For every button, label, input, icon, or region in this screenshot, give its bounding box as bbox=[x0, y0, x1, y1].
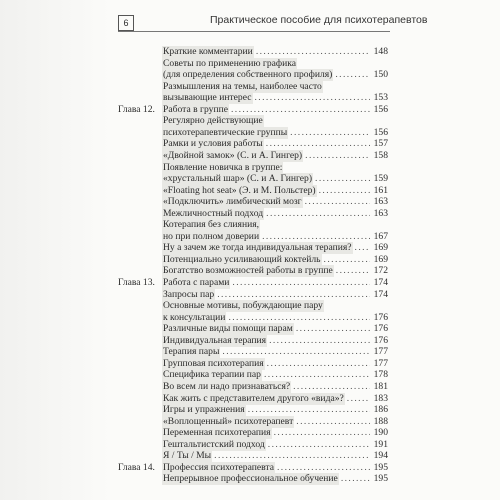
toc-entry-title: Появление новичка в группе: bbox=[163, 161, 283, 173]
toc-entry[interactable] bbox=[162, 404, 388, 416]
toc-leader-dots bbox=[290, 127, 370, 139]
toc-leader-dots bbox=[319, 185, 370, 197]
toc-page-number: 194 bbox=[373, 450, 388, 462]
toc-page-number: 183 bbox=[373, 392, 388, 404]
toc-page-number: 186 bbox=[373, 404, 388, 416]
toc-leader-dots bbox=[335, 69, 370, 81]
toc-leader-dots bbox=[293, 381, 370, 393]
toc-page-number: 153 bbox=[373, 92, 388, 104]
toc-leader-dots bbox=[222, 346, 370, 358]
toc-leader-dots bbox=[262, 231, 370, 243]
toc-leader-dots bbox=[232, 277, 370, 289]
toc-entry-title: Профессия психотерапевта bbox=[163, 461, 274, 473]
toc-entry[interactable] bbox=[162, 104, 388, 116]
toc-page-number: 163 bbox=[373, 207, 388, 219]
toc-entry-title: Во всем ли надо признаваться? bbox=[163, 380, 291, 392]
toc-entry-title: Межличностный подход bbox=[163, 207, 264, 219]
toc-page-number: 163 bbox=[373, 196, 388, 208]
toc-page-number: 148 bbox=[373, 46, 388, 57]
toc-entry[interactable] bbox=[162, 92, 388, 104]
toc-leader-dots bbox=[277, 462, 370, 474]
toc-leader-dots bbox=[296, 416, 370, 428]
toc-entry[interactable] bbox=[162, 439, 388, 451]
toc-entry[interactable] bbox=[162, 450, 388, 462]
toc-leader-dots bbox=[248, 404, 370, 416]
toc-leader-dots bbox=[336, 265, 370, 277]
toc-page-number: 176 bbox=[373, 311, 388, 323]
toc-entry[interactable] bbox=[162, 127, 388, 139]
toc-entry-title: Котерапия без слияния, bbox=[163, 219, 260, 231]
toc-page-number: 195 bbox=[373, 461, 388, 473]
toc-leader-dots bbox=[214, 450, 370, 462]
toc-entry-title: Работа с парами bbox=[163, 277, 230, 288]
toc-entry[interactable] bbox=[162, 393, 388, 405]
toc-leader-dots bbox=[305, 196, 370, 208]
toc-page-number: 169 bbox=[373, 242, 388, 254]
toc-chapter-label: Глава 13. bbox=[118, 277, 155, 288]
toc-entry-title: Игры и упражнения bbox=[163, 404, 245, 416]
toc-entry-title: к консультации bbox=[163, 311, 226, 323]
toc-entry[interactable] bbox=[162, 335, 388, 347]
toc-entry-title: Специфика терапии пар bbox=[163, 369, 261, 381]
toc-entry[interactable] bbox=[162, 323, 388, 335]
toc-page-number: 181 bbox=[373, 380, 388, 392]
running-header-title: Практическое пособие для психотерапевтов bbox=[210, 14, 428, 26]
toc-entry[interactable] bbox=[162, 300, 388, 312]
toc-leader-dots bbox=[255, 92, 371, 104]
toc-entry-title: Работа в группе bbox=[163, 103, 228, 115]
toc-entry-title: Ну а зачем же тогда индивидуальная терапия? bbox=[163, 242, 352, 254]
toc-entry-title: психотерапевтические группы bbox=[163, 126, 288, 138]
toc-entry-title: Рамки и условия работы bbox=[163, 138, 263, 150]
toc-entry-title: (для определения собственного профиля) bbox=[163, 69, 333, 81]
toc-entry[interactable] bbox=[162, 81, 388, 93]
toc-leader-dots bbox=[324, 254, 370, 266]
toc-entry-title: Терапия пары bbox=[163, 346, 220, 358]
toc-leader-dots bbox=[267, 358, 370, 370]
toc-entry-title: Краткие комментарии bbox=[163, 46, 253, 57]
toc-leader-dots bbox=[256, 46, 370, 58]
toc-page-number: 157 bbox=[373, 138, 388, 150]
toc-entry[interactable] bbox=[162, 208, 388, 220]
toc-page-number: 159 bbox=[373, 173, 388, 185]
toc-entry[interactable] bbox=[162, 231, 388, 243]
toc-leader-dots bbox=[228, 312, 370, 324]
toc-entry[interactable] bbox=[162, 242, 388, 254]
toc-leader-dots bbox=[268, 439, 370, 451]
toc-entry[interactable] bbox=[162, 58, 388, 70]
toc-page-number: 167 bbox=[373, 230, 388, 242]
toc-entry[interactable] bbox=[162, 427, 388, 439]
toc-entry[interactable] bbox=[162, 150, 388, 162]
toc-entry[interactable] bbox=[162, 185, 388, 197]
toc-page-number: 172 bbox=[373, 265, 388, 277]
toc-leader-dots bbox=[266, 208, 370, 220]
toc-page-number: 158 bbox=[373, 149, 388, 161]
toc-chapter-label: Глава 14. bbox=[118, 461, 155, 473]
toc-leader-dots bbox=[274, 427, 370, 439]
toc-entry[interactable] bbox=[162, 312, 388, 324]
toc-entry-title: Непрерывное профессиональное обучение bbox=[163, 473, 338, 485]
toc-entry-title: но при полном доверии bbox=[163, 230, 260, 242]
toc-entry-title: Советы по применению графика bbox=[163, 57, 297, 69]
toc-entry[interactable] bbox=[162, 46, 388, 58]
toc-entry-title: «Подключить» лимбический мозг bbox=[163, 196, 302, 208]
toc-entry[interactable] bbox=[162, 369, 388, 381]
toc-entry[interactable] bbox=[162, 265, 388, 277]
toc-entry[interactable] bbox=[162, 219, 388, 231]
toc-entry[interactable] bbox=[162, 173, 388, 185]
toc-entry-title: Я / Ты / Мы bbox=[163, 450, 212, 462]
toc-page-number: 174 bbox=[373, 288, 388, 300]
toc-page-number: 174 bbox=[373, 277, 388, 288]
toc-leader-dots bbox=[217, 289, 370, 301]
toc-leader-dots bbox=[341, 473, 370, 485]
toc-entry[interactable] bbox=[162, 196, 388, 208]
toc-entry-title: Индивидуальная терапия bbox=[163, 334, 267, 346]
toc-entry[interactable] bbox=[162, 473, 388, 485]
toc-entry-title: Переменная психотерапия bbox=[163, 427, 271, 439]
page-margin-shadow bbox=[0, 0, 110, 500]
toc-entry-title: «Floating hot seat» (Э. и М. Польстер) bbox=[163, 184, 316, 196]
toc-page-number: 190 bbox=[373, 427, 388, 439]
toc-entry-title: Групповая психотерапия bbox=[163, 357, 264, 369]
toc-page-number: 176 bbox=[373, 323, 388, 335]
toc-entry-title: «хрустальный шар» (С. и А. Гингер) bbox=[163, 173, 313, 185]
toc-entry-title: «Двойной замок» (С. и А. Гингер) bbox=[163, 149, 303, 161]
toc-page-number: 169 bbox=[373, 253, 388, 265]
toc-leader-dots bbox=[266, 138, 370, 150]
toc-entry-title: вызывающие интерес bbox=[163, 92, 252, 104]
toc-page-number: 178 bbox=[373, 369, 388, 381]
toc-leader-dots bbox=[296, 323, 370, 335]
toc-leader-dots bbox=[264, 369, 370, 381]
toc-entry[interactable] bbox=[162, 346, 388, 358]
toc-entry-title: Регулярно действующие bbox=[163, 115, 263, 127]
toc-leader-dots bbox=[231, 104, 370, 116]
toc-entry[interactable] bbox=[162, 138, 388, 150]
toc-entry[interactable] bbox=[162, 462, 388, 474]
toc-leader-dots bbox=[355, 242, 370, 254]
toc-entry-title: Потенциально усиливающий коктейль bbox=[163, 253, 321, 265]
toc-entry[interactable] bbox=[162, 254, 388, 266]
toc-leader-dots bbox=[347, 393, 370, 405]
toc-page-number: 176 bbox=[373, 334, 388, 346]
toc-entry-title: Гештальтистский подход bbox=[163, 438, 265, 450]
toc-page-number: 156 bbox=[373, 126, 388, 138]
toc-entry-title: Как жить с представителем другого «вида»? bbox=[163, 392, 344, 404]
toc-entry-title: Основные мотивы, побуждающие пару bbox=[163, 300, 323, 312]
toc-page-number: 195 bbox=[373, 473, 388, 485]
page-marker: 6 bbox=[118, 15, 134, 31]
toc-entry-title: Запросы пар bbox=[163, 288, 215, 300]
toc-leader-dots bbox=[305, 150, 370, 162]
toc-page-number: 191 bbox=[373, 438, 388, 450]
toc-entry-title: Размышления на темы, наиболее часто bbox=[163, 80, 322, 92]
toc-leader-dots bbox=[269, 335, 370, 347]
toc-entry-title: Богатство возможностей работы в группе bbox=[163, 265, 333, 277]
toc-entry[interactable] bbox=[162, 358, 388, 370]
toc-entry[interactable] bbox=[162, 115, 388, 127]
toc-page-number: 161 bbox=[373, 184, 388, 196]
toc-page-number: 150 bbox=[373, 69, 388, 81]
toc-entry-title: «Воплощенный» психотерапевт bbox=[163, 415, 294, 427]
toc-page-number: 156 bbox=[373, 103, 388, 115]
toc-entry[interactable] bbox=[162, 69, 388, 81]
toc-entry[interactable] bbox=[162, 416, 388, 428]
toc-chapter-label: Глава 12. bbox=[118, 103, 155, 115]
toc-page-number: 177 bbox=[373, 346, 388, 358]
toc-entry-title: Различные виды помощи парам bbox=[163, 323, 293, 335]
header-rule bbox=[118, 31, 390, 32]
toc-entry[interactable] bbox=[162, 162, 388, 174]
running-header bbox=[118, 14, 428, 32]
toc-entry[interactable] bbox=[162, 277, 388, 289]
toc-page-number: 177 bbox=[373, 357, 388, 369]
toc-entry[interactable] bbox=[162, 289, 388, 301]
toc-entry[interactable] bbox=[162, 381, 388, 393]
toc-leader-dots bbox=[315, 173, 370, 185]
toc-page-number: 188 bbox=[373, 415, 388, 427]
